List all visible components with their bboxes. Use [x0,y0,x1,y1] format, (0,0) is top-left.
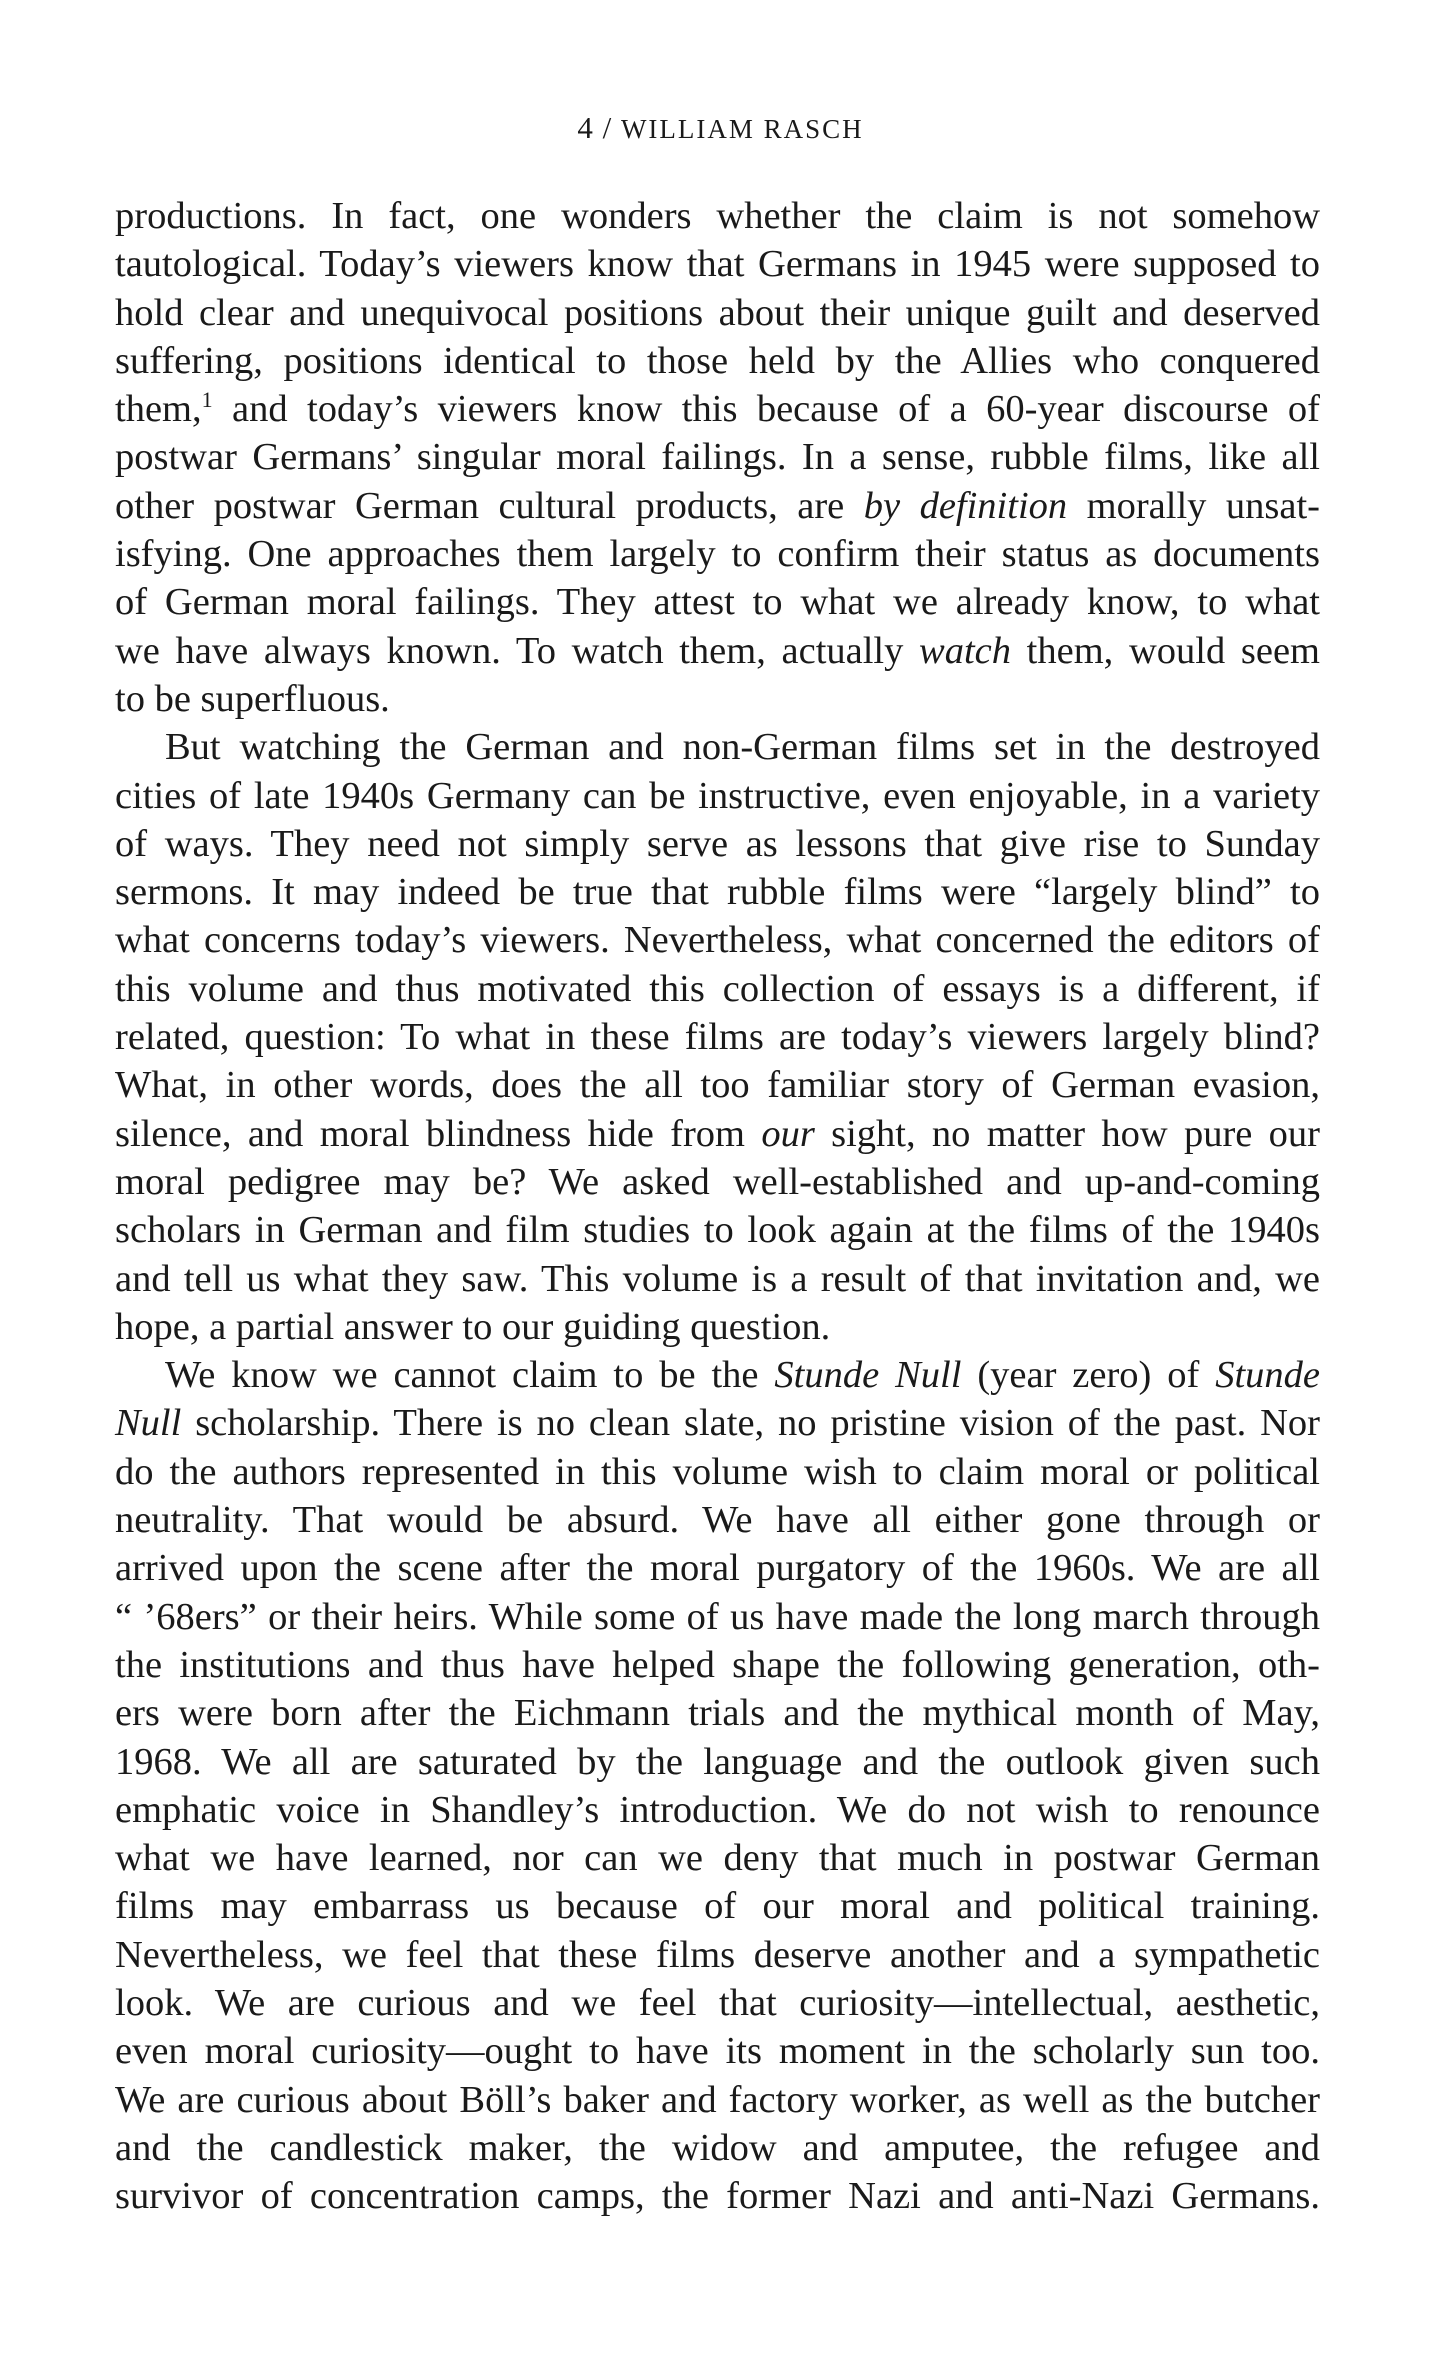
text-line: tautological. Today’s viewers know that Germans in 1945 were supposed to [115,243,1320,286]
text-line: films may embarrass us because of our moral and political training. [115,1885,1320,1928]
italic-text: Null [115,1402,182,1445]
header-separator: / [593,110,621,145]
text-line: sermons. It may indeed be true that rubble films were “largely blind” to [115,871,1320,914]
italic-text: by definition [863,484,1068,527]
text-line: What, in other words, does the all too familiar story of German evasion, [115,1064,1320,1107]
text-line: and tell us what they saw. This volume is a result of that invitation and, we [115,1257,1320,1300]
text-span: scholarship. There is no clean slate, no pristine vision of the past. Nor [181,1402,1320,1445]
text-line: do the authors represented in this volume wish to claim moral or political [115,1450,1320,1493]
text-line: We are curious about Böll’s baker and factory worker, as well as the butcher [115,2078,1320,2121]
text-line: and the candlestick maker, the widow and amputee, the refugee and [115,2126,1320,2169]
italic-text: watch [919,629,1012,672]
text-span: and today’s viewers know this because of a 60-year discourse of [212,388,1320,431]
text-line: neutrality. That would be absurd. We have all either gone through or [115,1499,1320,1542]
text-line: look. We are curious and we feel that curiosity—intellectual, aesthetic, [115,1981,1320,2024]
text-line [115,1110,1320,1158]
text-line: scholars in German and film studies to look again at the films of the 1940s [115,1209,1320,1252]
text-span: sight, no matter how pure our [814,1112,1320,1155]
footnote-marker[interactable]: 1 [201,387,213,413]
text-line: hold clear and unequivocal positions about their unique guilt and deserved [115,291,1320,334]
italic-text: our [761,1112,815,1155]
author-name: WILLIAM RASCH [620,114,864,144]
text-line: related, question: To what in these films are today’s viewers largely blind? [115,1016,1320,1059]
text-span: (year zero) of [961,1354,1216,1397]
running-head [0,110,1441,146]
body-text [115,192,1320,2220]
text-line [115,1351,1320,1399]
text-span: silence, and moral blindness hide from [115,1112,762,1155]
text-line: ers were born after the Eichmann trials and the mythical month of May, [115,1692,1320,1735]
text-line: survivor of concentration camps, the former Nazi and anti-Nazi Germans. [115,2175,1320,2218]
text-line: postwar Germans’ singular moral failings. In a sense, rubble films, like all [115,436,1320,479]
text-line: productions. In fact, one wonders whether the claim is not somehow [115,195,1320,237]
text-line: suffering, positions identical to those held by the Allies who conquered [115,339,1320,382]
text-line: emphatic voice in Shandley’s introduction. We do not wish to renounce [115,1788,1320,1831]
text-line: this volume and thus motivated this collection of essays is a different, if [115,967,1320,1010]
italic-text: Stunde Null [774,1354,962,1397]
text-line [115,385,1320,433]
text-line: moral pedigree may be? We asked well-established and up-and-coming [115,1160,1320,1203]
text-line: what we have learned, nor can we deny that much in postwar German [115,1837,1320,1880]
text-span: we have always known. To watch them, actually [115,629,920,672]
text-span: morally unsat- [1067,484,1320,527]
text-span: We know we cannot claim to be the [165,1354,775,1397]
text-line: Nevertheless, we feel that these films deserve another and a sympathetic [115,1933,1320,1976]
text-line: even moral curiosity—ought to have its moment in the scholarly sun too. [115,2030,1320,2073]
text-line: of ways. They need not simply serve as lessons that give rise to Sunday [115,822,1320,865]
text-line: isfying. One approaches them largely to confirm their status as documents [115,533,1320,576]
text-line: the institutions and thus have helped shape the following generation, oth- [115,1643,1320,1686]
text-line [115,1399,1320,1447]
text-line: of German moral failings. They attest to what we already know, to what [115,581,1320,624]
text-line [115,627,1320,675]
text-line: cities of late 1940s Germany can be instructive, even enjoyable, in a variety [115,774,1320,817]
text-line: to be superfluous. [115,677,390,720]
text-line [115,482,1320,530]
page-number: 4 [577,110,594,145]
text-line: 1968. We all are saturated by the language and the outlook given such [115,1740,1320,1783]
text-span: them, would seem [1011,629,1320,672]
text-line: “ ’68ers” or their heirs. While some of us have made the long march through [115,1595,1320,1638]
text-line: But watching the German and non-German films set in the destroyed [165,726,1320,769]
italic-text: Stunde [1215,1354,1321,1397]
text-span: other postwar German cultural products, are [115,484,864,527]
text-line: hope, a partial answer to our guiding question. [115,1305,831,1348]
text-span: them, [115,388,202,431]
text-line: arrived upon the scene after the moral purgatory of the 1960s. We are all [115,1547,1320,1590]
text-line: what concerns today’s viewers. Nevertheless, what concerned the editors of [115,919,1320,962]
